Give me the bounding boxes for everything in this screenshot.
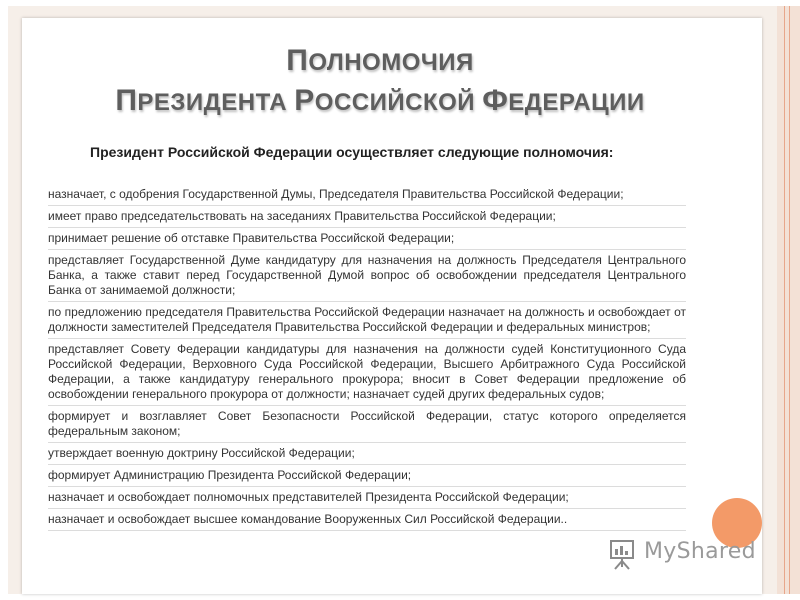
list-item: имеет право председательствовать на заседаниях Правительства Российской Федерации;: [48, 208, 686, 228]
presentation-board-icon: [608, 537, 638, 571]
slide-title: [0, 42, 760, 122]
title-initial: Ф: [482, 84, 509, 117]
list-item: назначает и освобождает полномочных представителей Президента Российской Федерации;: [48, 489, 686, 509]
list-item: принимает решение об отставке Правительства Российской Федерации;: [48, 230, 686, 250]
list-item: назначает, с одобрения Государственной Думы, Председателя Правительства Российской Федерации;: [48, 186, 686, 206]
list-item: по предложению председателя Правительства Российской Федерации назначает на должность и освобождает от должности заместителей Председателя Правительства Российской Федерации и федеральных министров;: [48, 304, 686, 339]
list-item: представляет Государственной Думе кандидатуру для назначения на должность Председателя Центрального Банка, а также ставит перед Государственной Думой вопрос об освобождении председателя Центрального Банка от занимаемой должности;: [48, 252, 686, 302]
title-text: ОССИЙСКОЙ: [314, 89, 483, 116]
watermark-text: MyShared: [644, 539, 756, 564]
powers-list: [48, 186, 686, 533]
title-line-1: [0, 42, 760, 82]
decorative-side-line: [789, 6, 790, 594]
list-item: формирует и возглавляет Совет Безопасности Российской Федерации, статус которого определяется федеральным законом;: [48, 408, 686, 443]
list-item: представляет Совету Федерации кандидатуры для назначения на должности судей Конституционного Суда Российской Федерации, Верховного Суда Российской Федерации, Высшего Арбитражного Суда Российской Федерации, а также кандидатуру генерального прокурора; вносит в Совет Федерации предложение об освобождении генерального прокурора от должности; назначает судей других федеральных судов;: [48, 341, 686, 406]
title-initial: П: [115, 84, 138, 117]
decorative-side-line: [784, 6, 785, 594]
list-item: утверждает военную доктрину Российской Федерации;: [48, 445, 686, 465]
list-item: формирует Администрацию Президента Российской Федерации;: [48, 467, 686, 487]
title-line-2: [0, 82, 760, 122]
title-text: РЕЗИДЕНТА: [137, 89, 295, 116]
watermark-logo: [608, 535, 768, 575]
list-item: назначает и освобождает высшее командование Вооруженных Сил Российской Федерации..: [48, 511, 686, 531]
title-initial: П: [286, 44, 309, 77]
title-text: ОЛНОМОЧИЯ: [308, 49, 474, 76]
title-initial: Р: [294, 84, 315, 117]
title-text: ЕДЕРАЦИИ: [508, 89, 645, 116]
slide-subtitle: Президент Российской Федерации осуществляет следующие полномочия:: [90, 144, 614, 160]
